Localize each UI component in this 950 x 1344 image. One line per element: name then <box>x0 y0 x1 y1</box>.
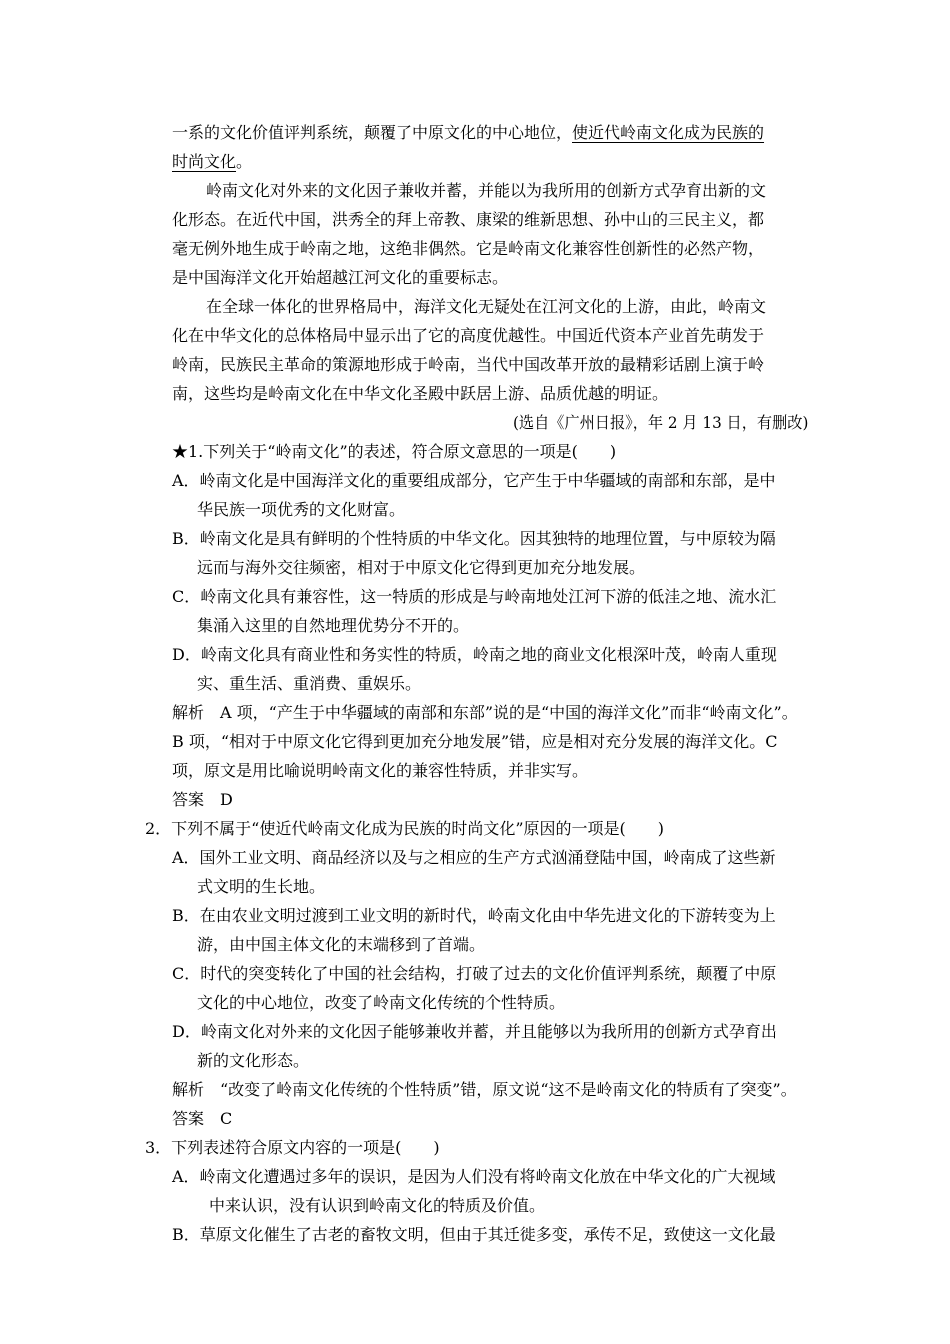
q1-option-b-cont: 远而与海外交往频密，相对于中原文化它得到更加充分地发展。 <box>197 558 646 577</box>
passage-line: 南，这些均是岭南文化在中华文化圣殿中跃居上游、品质优越的明证。 <box>172 384 669 403</box>
passage-line: 时尚文化。 <box>172 152 253 171</box>
passage-line: 岭南，民族民主革命的策源地形成于岭南，当代中国改革开放的最精彩话剧上演于岭 <box>172 355 765 374</box>
q2-option-c: C．时代的突变转化了中国的社会结构，打破了过去的文化价值评判系统，颠覆了中原 <box>172 964 777 983</box>
q1-option-d-cont: 实、重生活、重消费、重娱乐。 <box>197 674 422 693</box>
passage-text: 一系的文化价值评判系统，颠覆了中原文化的中心地位， <box>172 123 573 142</box>
passage-line <box>172 122 764 144</box>
q1-option-c: C．岭南文化具有兼容性，这一特质的形成是与岭南地处江河下游的低洼之地、流水汇 <box>172 587 777 606</box>
passage-line: 化形态。在近代中国，洪秀全的拜上帝教、康梁的维新思想、孙中山的三民主义，都 <box>172 210 765 229</box>
passage-line: 毫无例外地生成于岭南之地，这绝非偶然。它是岭南文化兼容性创新性的必然产物， <box>172 239 765 258</box>
question-2-stem: 2．下列不属于“使近代岭南文化成为民族的时尚文化”原因的一项是( ) <box>145 819 665 838</box>
q1-option-c-cont: 集涌入这里的自然地理优势分不开的。 <box>197 616 470 635</box>
q1-answer: 答案 D <box>172 790 233 809</box>
question-3-stem: 3．下列表述符合原文内容的一项是( ) <box>145 1138 440 1157</box>
q1-explanation-cont: B 项，“相对于中原文化它得到更加充分地发展”错，应是相对充分发展的海洋文化。C <box>172 732 778 751</box>
q3-option-a-cont: 中来认识，没有认识到岭南文化的特质及价值。 <box>209 1196 546 1215</box>
q3-option-b: B．草原文化催生了古老的畜牧文明，但由于其迁徙多变，承传不足，致使这一文化最 <box>172 1225 776 1244</box>
q2-option-c-cont: 文化的中心地位，改变了岭南文化传统的个性特质。 <box>197 993 566 1012</box>
q1-option-b: B．岭南文化是具有鲜明的个性特质的中华文化。因其独特的地理位置，与中原较为隔 <box>172 529 776 548</box>
q2-option-a-cont: 式文明的生长地。 <box>197 877 326 896</box>
q3-option-a: A．岭南文化遭遇过多年的误识，是因为人们没有将岭南文化放在中华文化的广大视域 <box>172 1167 776 1186</box>
q1-option-d: D．岭南文化具有商业性和务实性的特质，岭南之地的商业文化根深叶茂，岭南人重现 <box>172 645 777 664</box>
q2-answer: 答案 C <box>172 1109 233 1128</box>
underlined-phrase: 使近代岭南文化成为民族的 <box>572 123 765 142</box>
q2-option-b-cont: 游，由中国主体文化的末端移到了首端。 <box>197 935 486 954</box>
q2-explanation: 解析 “改变了岭南文化传统的个性特质”错，原文说“这不是岭南文化的特质有了突变”。 <box>172 1080 797 1099</box>
q2-option-a: A．国外工业文明、商品经济以及与之相应的生产方式汹涌登陆中国，岭南成了这些新 <box>172 848 776 867</box>
q1-option-a-cont: 华民族一项优秀的文化财富。 <box>197 500 406 519</box>
passage-line: 是中国海洋文化开始超越江河文化的重要标志。 <box>172 268 509 287</box>
passage-line: 岭南文化对外来的文化因子兼收并蓄，并能以为我所用的创新方式孕育出新的文 <box>206 181 767 200</box>
q2-option-b: B．在由农业文明过渡到工业文明的新时代，岭南文化由中华先进文化的下游转变为上 <box>172 906 776 925</box>
passage-line: 在全球一体化的世界格局中，海洋文化无疑处在江河文化的上游，由此，岭南文 <box>206 297 767 316</box>
q1-option-a: A．岭南文化是中国海洋文化的重要组成部分，它产生于中华疆域的南部和东部，是中 <box>172 471 776 490</box>
question-1-stem: ★1.下列关于“岭南文化”的表述，符合原文意思的一项是( ) <box>172 442 617 461</box>
q2-option-d: D．岭南文化对外来的文化因子能够兼收并蓄，并且能够以为我所用的创新方式孕育出 <box>172 1022 777 1041</box>
q2-option-d-cont: 新的文化形态。 <box>197 1051 310 1070</box>
passage-line: 化在中华文化的总体格局中显示出了它的高度优越性。中国近代资本产业首先萌发于 <box>172 326 765 345</box>
underlined-phrase: 时尚文化 <box>172 152 237 171</box>
q1-explanation: 解析 A 项，“产生于中华疆域的南部和东部”说的是“中国的海洋文化”而非“岭南文化”。 <box>172 703 798 722</box>
q1-explanation-cont: 项，原文是用比喻说明岭南文化的兼容性特质，并非实写。 <box>172 761 589 780</box>
source-citation: (选自《广州日报》，年 2 月 13 日，有删改) <box>513 413 809 432</box>
